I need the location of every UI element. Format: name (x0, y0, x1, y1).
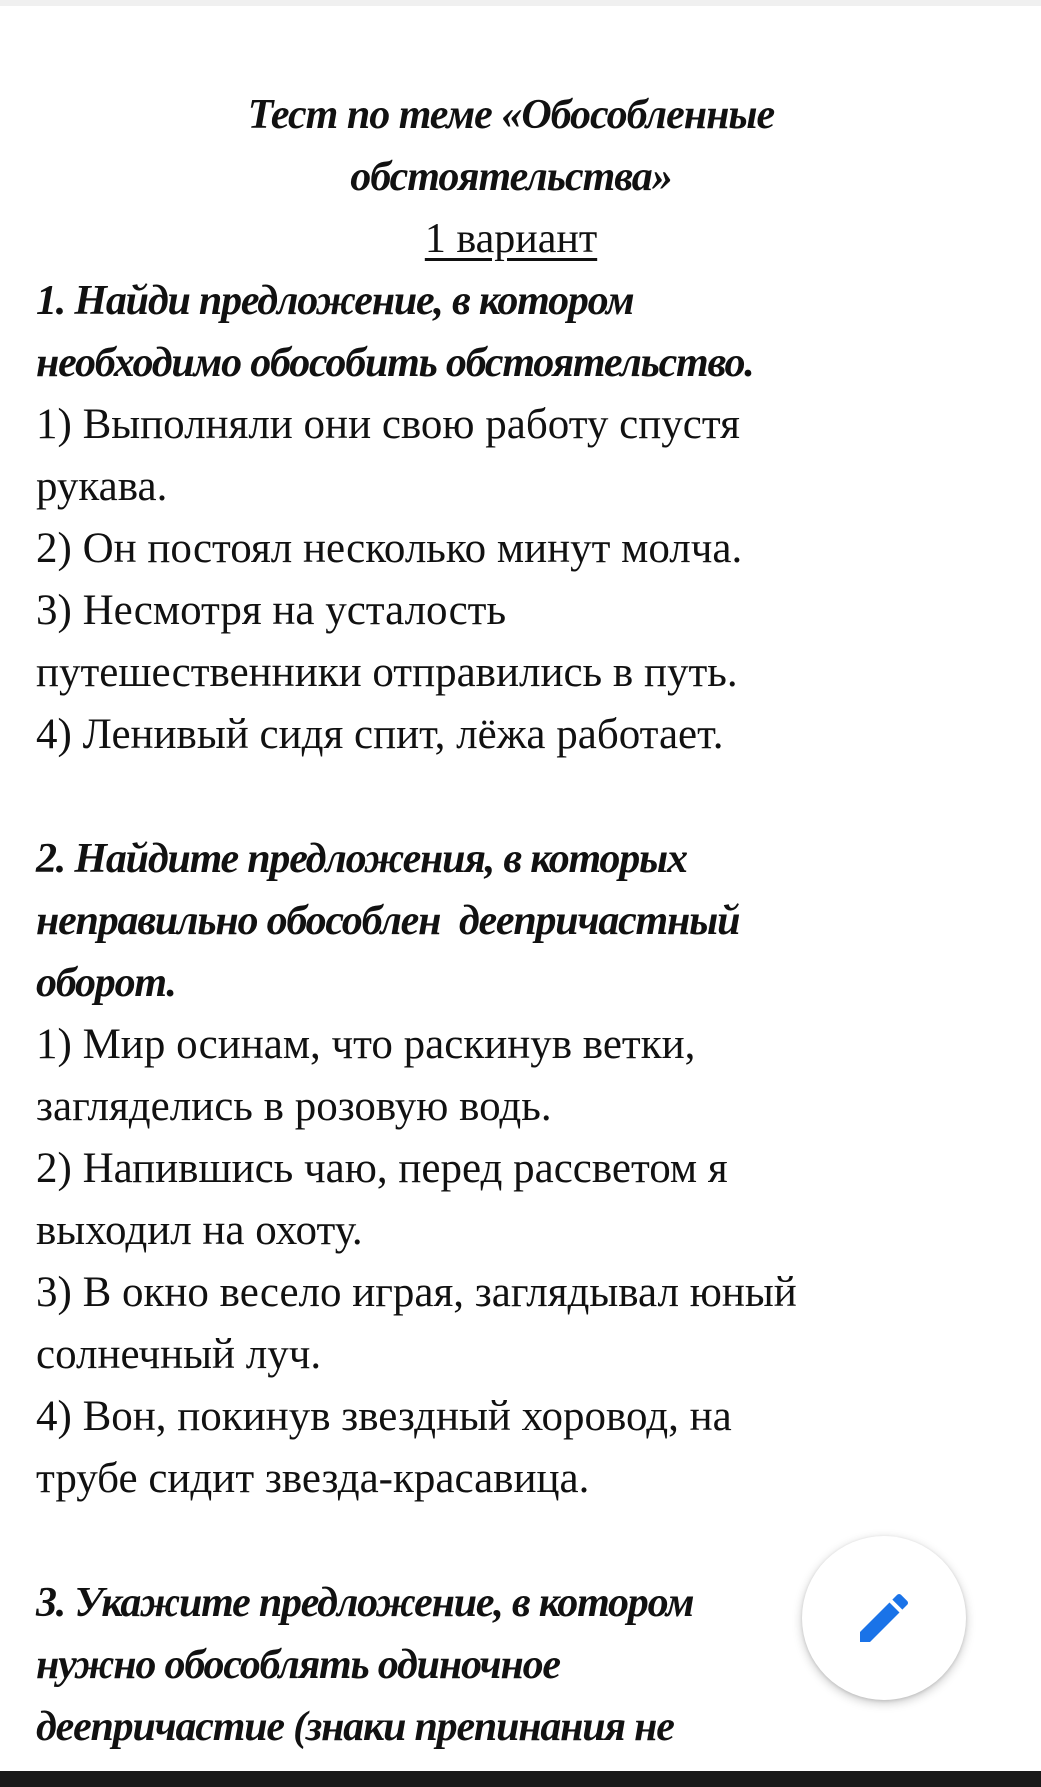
question-2-option-line: солнечный луч. (36, 1331, 322, 1378)
variant-heading: 1 вариант (424, 216, 598, 262)
question-3-prompt-line: нужно обособлять одиночное (36, 1642, 560, 1688)
question-2-option-line: трубе сидит звезда-красавица. (36, 1455, 590, 1502)
doc-title-line-2: обстоятельства» (350, 154, 672, 200)
top-status-strip (0, 0, 1041, 6)
question-1-option-line: 4) Ленивый сидя спит, лёжа работает. (36, 711, 724, 758)
question-2-option-line: загляделись в розовую водь. (36, 1083, 552, 1130)
question-1-option-line: 1) Выполняли они свою работу спустя (36, 401, 740, 448)
question-1-option-line: рукава. (36, 463, 168, 510)
bottom-edge-strip (0, 1771, 1041, 1787)
question-1-prompt-line: необходимо обособить обстоятельство. (36, 340, 754, 386)
question-2 (36, 828, 1026, 1510)
question-2-option-line: 1) Мир осинам, что раскинув ветки, (36, 1021, 696, 1068)
question-2-option-line: 3) В окно весело играя, заглядывал юный (36, 1269, 797, 1316)
paragraph-gap (36, 766, 1026, 828)
question-2-option-line: 4) Вон, покинув звездный хоровод, на (36, 1393, 732, 1440)
doc-title-line-1: Тест по теме «Обособленные (247, 92, 775, 138)
question-3-prompt-line: 3. Укажите предложение, в котором (36, 1580, 694, 1626)
question-1-option-line: 2) Он постоял несколько минут молча. (36, 525, 743, 572)
question-2-prompt-line: 2. Найдите предложения, в которых (36, 836, 687, 882)
question-2-option-line: 2) Напившись чаю, перед рассветом я (36, 1145, 728, 1192)
question-1-option-line: путешественники отправились в путь. (36, 649, 738, 696)
edit-fab-button[interactable] (802, 1536, 966, 1700)
question-3-prompt-line: деепричастие (знаки препинания не (36, 1704, 674, 1750)
question-2-prompt-line: оборот. (36, 960, 176, 1006)
question-1 (36, 270, 1026, 766)
question-1-prompt-line: 1. Найди предложение, в котором (36, 278, 634, 324)
document-content (36, 84, 1026, 1758)
pencil-icon (852, 1586, 916, 1650)
question-1-option-line: 3) Несмотря на усталость (36, 587, 507, 634)
question-2-option-line: выходил на охоту. (36, 1207, 363, 1254)
question-2-prompt-line: неправильно обособлен деепричастный (36, 898, 740, 944)
